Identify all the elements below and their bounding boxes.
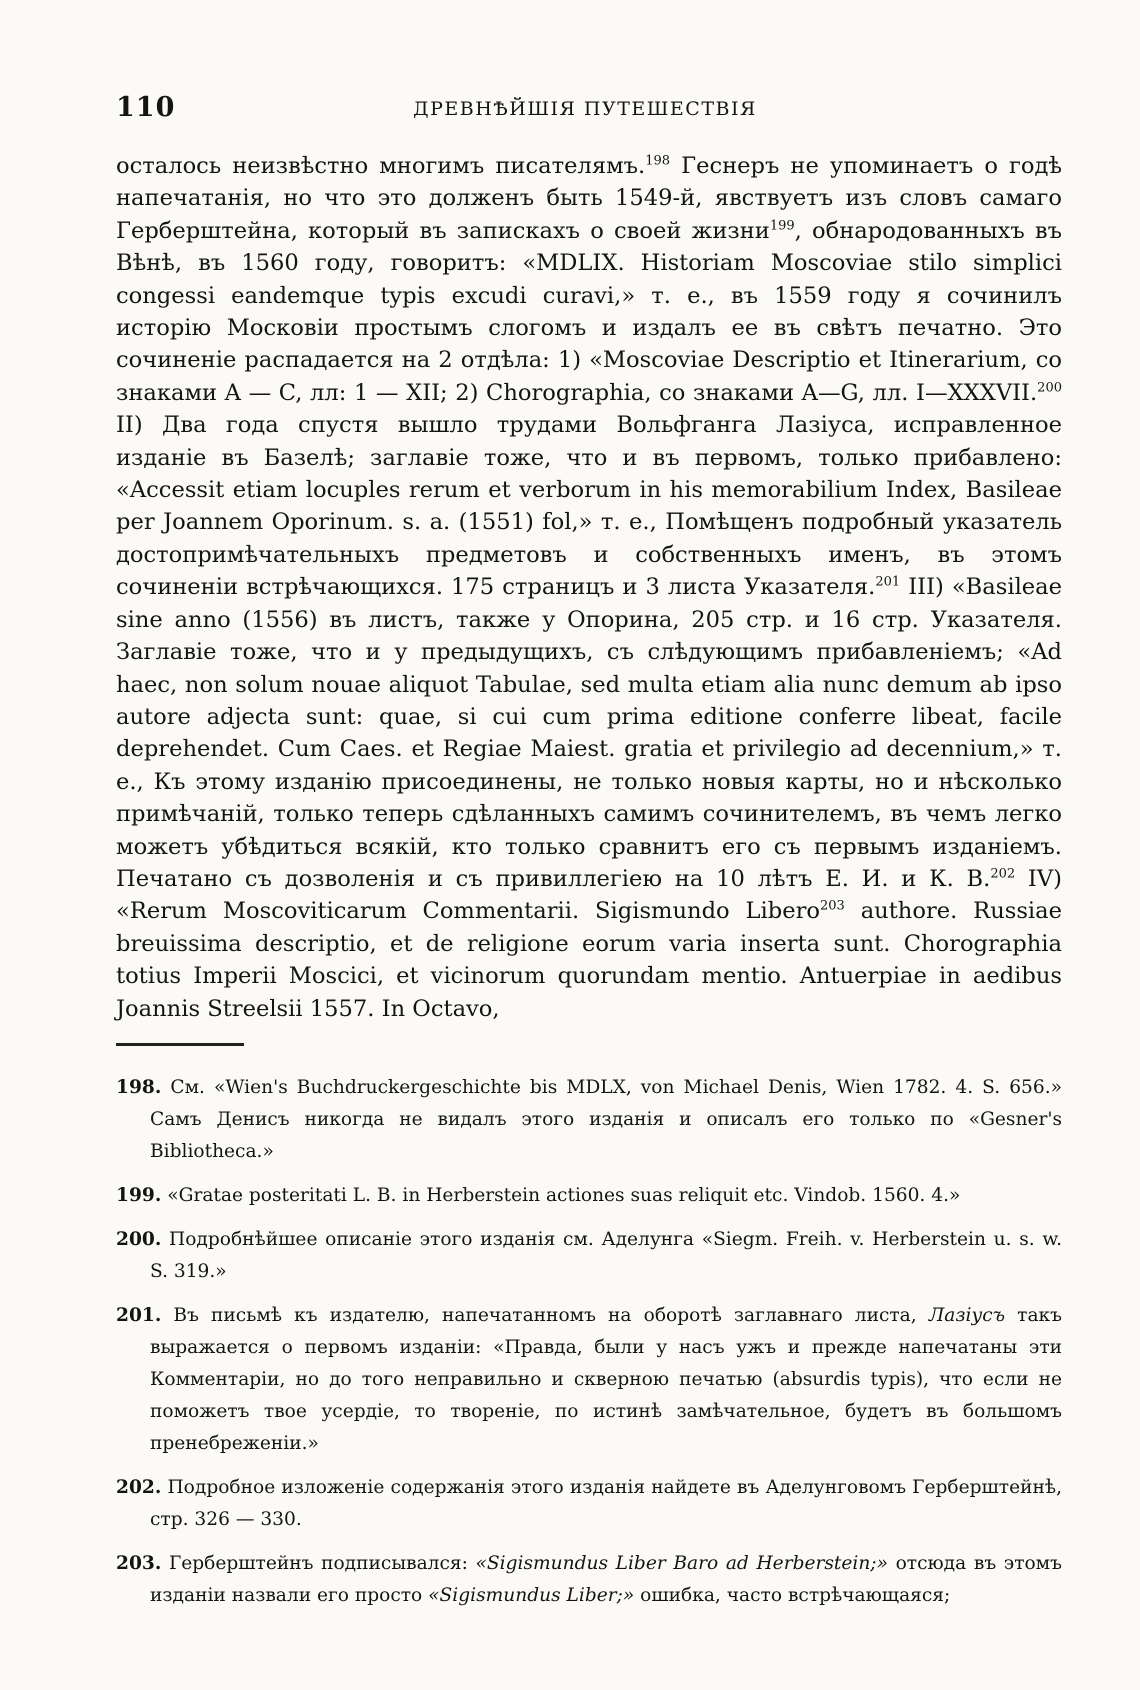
running-title: ДРЕВНѢЙШІЯ ПУТЕШЕСТВІЯ: [413, 98, 757, 120]
text-segment: , обнародованныхъ въ Вѣнѣ, въ 1560 году, говоритъ: «MDLIX. Historiam Moscoviae stilo simplici congessi eandemque typis excudi curavi,» т. е., въ 1559 году я сочинилъ исторію Московіи простымъ слогомъ и издалъ ее въ свѣтъ печатно. Это сочиненіе распадается на 2 отдѣла: 1) «Moscoviae Descriptio et Itinerarium, со знаками A — C, лл: 1 — XII; 2) Chorographia, со знаками A—G, лл. I—XXXVII.: [116, 217, 1062, 406]
footnotes: [116, 1072, 1062, 1624]
page-header: [116, 92, 1054, 132]
footnote-ref-203: 203: [819, 898, 845, 914]
main-paragraph: [116, 150, 1062, 1025]
footnote-ref-200: 200: [1037, 380, 1062, 396]
footnote-202: [116, 1472, 1062, 1536]
text-segment: Геснеръ не упоминаетъ о годѣ напечатанія, но что это долженъ быть 1549-й, явствуетъ изъ словъ самаго Герберштейна, который въ запискахъ о своей жизни: [116, 153, 1062, 244]
footnote-ref-198: 198: [645, 153, 671, 169]
footnote-ref-201: 201: [875, 574, 901, 590]
text-segment: осталось неизвѣстно многимъ писателямъ.: [116, 153, 646, 179]
footnote-text: Подробнѣйшее описаніе этого изданія см. Аделунга «Siegm. Freih. v. Herberstein u. s. w. S. 319.»: [150, 1229, 1062, 1282]
footnote-199: [116, 1180, 1062, 1212]
footnote-201: [116, 1300, 1062, 1460]
footnote-text: Въ письмѣ къ издателю, напечатанномъ на оборотѣ заглавнаго листа,: [173, 1305, 929, 1326]
footnote-text: Подробное изложеніе содержанія этого изданія найдете въ Аделунговомъ Герберштейнѣ, стр. 326 — 330.: [150, 1477, 1062, 1530]
footnote-text: Герберштейнъ подписывался:: [168, 1553, 476, 1574]
main-text: [116, 150, 1062, 1025]
footnote-text: См. «Wien's Buchdruckergeschichte bis MDLX, von Michael Denis, Wien 1782. 4. S. 656.» Самъ Денисъ никогда не видалъ этого изданія и описалъ его только по «Gesner's Bibliotheca.»: [150, 1077, 1062, 1162]
footnote-text: отсюда въ этомъ изданіи назвали его просто: [150, 1553, 1062, 1606]
text-segment: II) Два года спустя вышло трудами Вольфганга Лазіуса, исправленное изданіе въ Базелѣ; заглавіе тоже, что и въ первомъ, только прибавлено: «Accessit etiam locuples rerum et verborum in his memorabilium Index, Basileae per Joannem Oporinum. s. a. (1551) fol,» т. е., Помѣщенъ подробный указатель достопримѣчательныхъ предметовъ и собственныхъ именъ, въ этомъ сочиненіи встрѣчающихся. 175 страницъ и 3 листа Указателя.: [116, 412, 1062, 601]
footnote-number: 200.: [116, 1229, 162, 1250]
footnote-italic: «Sigismundus Liber;»: [428, 1585, 635, 1606]
footnote-203: [116, 1548, 1062, 1612]
page-number: 110: [116, 92, 176, 123]
footnote-text: «Gratae posteritati L. B. in Herberstein actiones suas reliquit etc. Vindob. 1560. 4.»: [167, 1185, 961, 1206]
text-segment: IV) «Rerum Moscoviticarum Commentarii. Sigismundo Libero: [116, 865, 1062, 925]
footnote-number: 203.: [116, 1553, 162, 1574]
footnote-ref-202: 202: [990, 866, 1016, 882]
footnote-198: [116, 1072, 1062, 1168]
text-segment: authore. Russiae breuissima descriptio, et de religione eorum varia inserta sunt. Chorographia totius Imperii Moscici, et vicinorum quorundam mentio. Antuerpiae in aedibus Joannis Streelsii 1557. In Octavo,: [116, 898, 1062, 1022]
footnote-text: ошибка, часто встрѣчающаяся;: [634, 1585, 951, 1606]
footnote-200: [116, 1224, 1062, 1288]
footnote-italic: Лазіусъ: [928, 1305, 1006, 1326]
footnote-number: 199.: [116, 1185, 162, 1206]
footnote-number: 202.: [116, 1477, 162, 1498]
footnote-ref-199: 199: [769, 218, 795, 234]
footnote-text: такъ выражается о первомъ изданіи: «Правда, были у насъ ужъ и прежде напечатаны эти Комментаріи, но до того неправильно и скверною печатью (absurdis typis), что если не поможетъ твое усердіе, то твореніе, по истинѣ замѣчательное, будетъ въ большомъ пренебреженіи.»: [150, 1305, 1062, 1454]
footnote-number: 198.: [116, 1077, 162, 1098]
footnote-italic: «Sigismundus Liber Baro ad Herberstein;»: [475, 1553, 888, 1574]
footnote-number: 201.: [116, 1305, 162, 1326]
footnote-divider: [116, 1043, 244, 1046]
text-segment: III) «Basileae sine anno (1556) въ листъ, также у Опорина, 205 стр. и 16 стр. Указателя. Заглавіе тоже, что и у предыдущихъ, съ слѣдующимъ прибавленіемъ; «Ad haec, non solum nouae aliquot Tabulae, sed multa etiam alia nunc demum ab ipso autore adjecta sunt: quae, si cui cum prima editione conferre libeat, facile deprehendet. Cum Caes. et Regiae Maiest. gratia et privilegio ad decennium,» т. е., Къ этому изданію присоединены, не только новыя карты, но и нѣсколько примѣчаній, только теперь сдѣланныхъ самимъ сочинителемъ, въ чемъ легко можетъ убѣдиться всякій, кто только сравнитъ его съ первымъ изданіемъ. Печатано съ дозволенія и съ привиллегіею на 10 лѣтъ Е. И. и К. В.: [116, 574, 1063, 892]
